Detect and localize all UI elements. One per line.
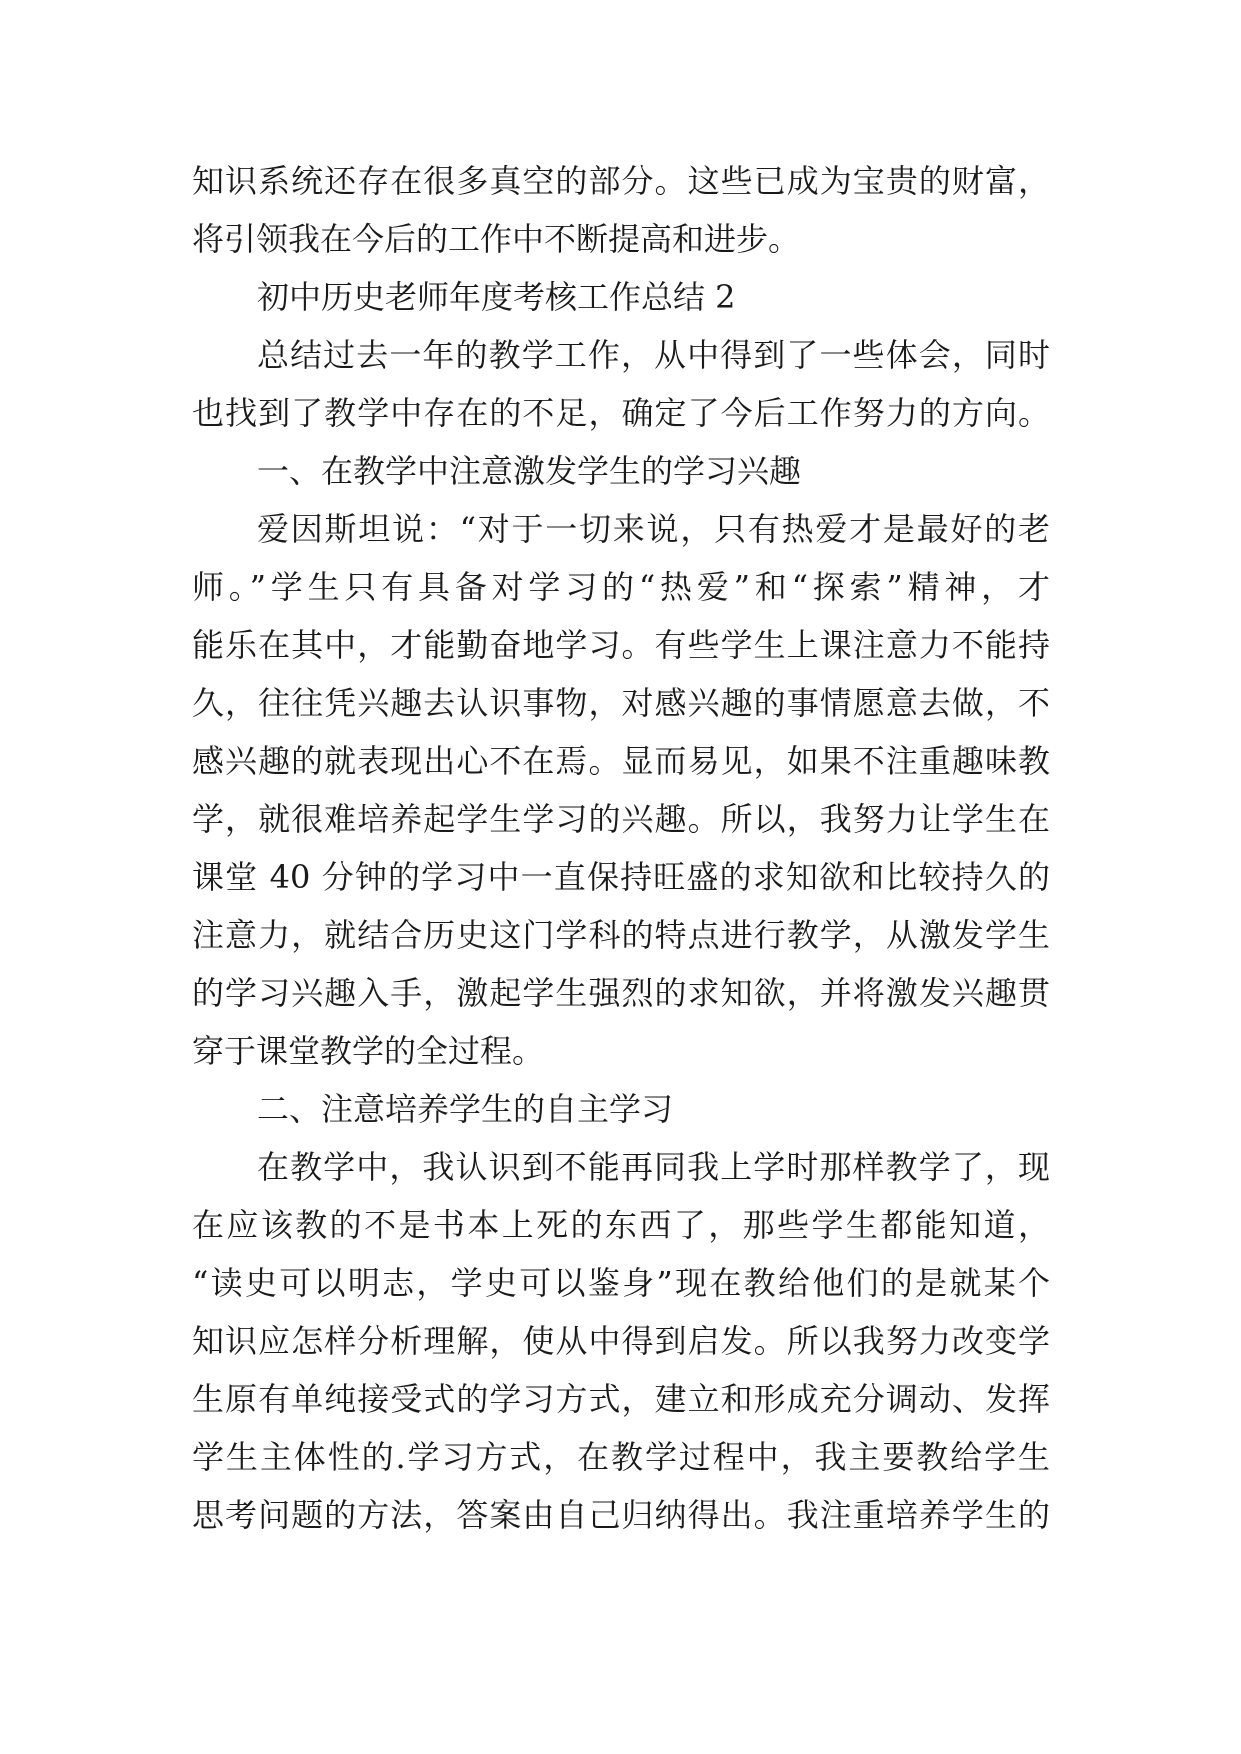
section-heading: 二、注意培养学生的自主学习 (257, 1090, 674, 1128)
body-line: 感兴趣的就表现出心不在焉。显而易见，如果不注重趣味教 (192, 742, 1050, 780)
body-line: 在教学中，我认识到不能再同我上学时那样教学了，现 (257, 1148, 1050, 1186)
body-line: 能乐在其中，才能勤奋地学习。有些学生上课注意力不能持 (192, 626, 1050, 664)
body-line: 在应该教的不是书本上死的东西了，那些学生都能知道， (192, 1206, 1050, 1244)
body-line: 穿于课堂教学的全过程。 (192, 1032, 545, 1070)
body-line: 也找到了教学中存在的不足，确定了今后工作努力的方向。 (192, 394, 1050, 432)
body-line: 爱因斯坦说：“对于一切来说，只有热爱才是最好的老 (257, 510, 1050, 548)
body-line: 师。”学生只有具备对学习的“热爱”和“探索”精神，才 (192, 568, 1050, 606)
body-line: 课堂 40 分钟的学习中一直保持旺盛的求知欲和比较持久的 (192, 858, 1050, 896)
body-line: 注意力，就结合历史这门学科的特点进行教学，从激发学生 (192, 916, 1050, 954)
body-line: 将引领我在今后的工作中不断提高和进步。 (192, 220, 801, 258)
body-line: 学生主体性的.学习方式，在教学过程中，我主要教给学生 (192, 1438, 1050, 1476)
body-line: 知识应怎样分析理解，使从中得到启发。所以我努力改变学 (192, 1322, 1050, 1360)
section-heading: 一、在教学中注意激发学生的学习兴趣 (257, 452, 802, 490)
section-title: 初中历史老师年度考核工作总结 2 (257, 278, 736, 316)
body-line: 总结过去一年的教学工作，从中得到了一些体会，同时 (257, 336, 1050, 374)
body-line: 的学习兴趣入手，激起学生强烈的求知欲，并将激发兴趣贯 (192, 974, 1050, 1012)
body-line: 学，就很难培养起学生学习的兴趣。所以，我努力让学生在 (192, 800, 1050, 838)
body-line: 知识系统还存在很多真空的部分。这些已成为宝贵的财富， (192, 162, 1050, 200)
body-line: “读史可以明志，学史可以鉴身”现在教给他们的是就某个 (192, 1264, 1050, 1302)
document-page (192, 152, 1050, 1544)
body-line: 生原有单纯接受式的学习方式，建立和形成充分调动、发挥 (192, 1380, 1050, 1418)
body-line: 思考问题的方法，答案由自己归纳得出。我注重培养学生的 (192, 1496, 1050, 1534)
body-line: 久，往往凭兴趣去认识事物，对感兴趣的事情愿意去做，不 (192, 684, 1050, 722)
